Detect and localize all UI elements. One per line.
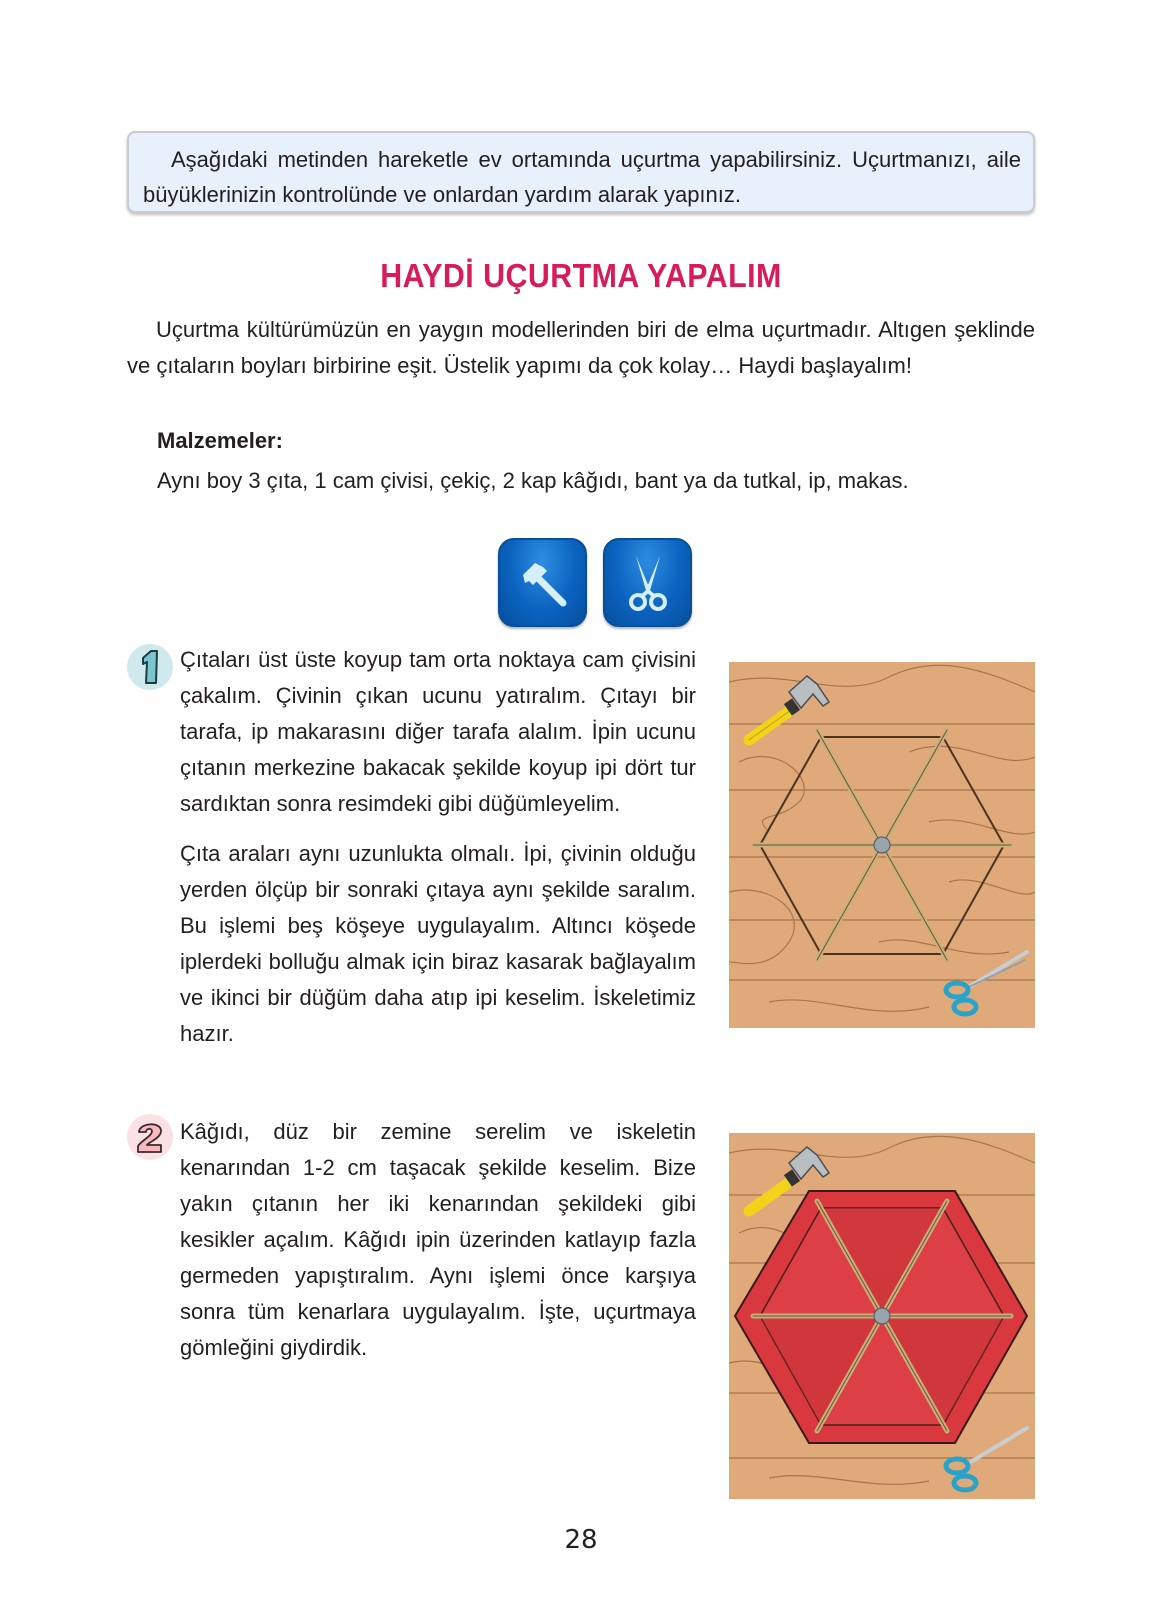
intro-instruction-box <box>127 131 1035 213</box>
hammer-icon <box>498 538 587 627</box>
number-two-icon <box>134 1120 166 1154</box>
materials-list: Aynı boy 3 çıta, 1 cam çivisi, çekiç, 2 kap kâğıdı, bant ya da tutkal, ip, makas. <box>157 468 909 493</box>
step-number-badge <box>127 1114 173 1160</box>
intro-text: Aşağıdaki metinden hareketle ev ortamında uçurtma yapabilirsiniz. Uçurtmanızı, aile büyüklerinizin kontrolünde ve onlardan yardım alarak yapınız. <box>143 147 1021 207</box>
step-1-text: Çıtaları üst üste koyup tam orta noktaya cam çivisini çakalım. Çivinin çıkan ucunu yatıralım. Çıtayı bir tarafa, ip makarasını diğer tarafa alalım. İpin ucunu çıtanın merkezine bakacak şekilde koyup ipi dört tur sardıktan sonra resimdeki gibi düğümleyelim. Çıta araları aynı uzunlukta olmalı. İpi, çivinin olduğu yerden ölçüp bir sonraki çıtaya aynı şekilde saralım. Bu işlemi beş köşeye uygulayalım. Altıncı köşede iplerdeki bolluğu almak için biraz kasarak bağlayalım ve ikinci bir düğüm daha atıp ipi keselim. İskeletimiz hazır. <box>180 647 696 1046</box>
page-title: HAYDİ UÇURTMA YAPALIM <box>380 257 782 294</box>
kite-frame-illustration <box>729 662 1035 1028</box>
step-number-badge <box>127 644 173 690</box>
scissors-icon <box>603 538 692 627</box>
page-number: 28 <box>564 1525 598 1555</box>
kite-covered-illustration <box>729 1133 1035 1499</box>
step-2-text: Kâğıdı, düz bir zemine serelim ve iskeletin kenarından 1-2 cm taşacak şekilde keselim. Bize yakın çıtanın her iki kenarından şekildeki gibi kesikler açalım. Kâğıdı ipin üzerinden katlayıp fazla germeden yapıştıralım. Aynı işlemi önce karşıya sonra tüm kenarlara uygulayalım. İşte, uçurtmaya gömleğini giydirdik. <box>180 1119 696 1360</box>
materials-label: Malzemeler: <box>157 428 283 453</box>
number-one-icon <box>135 648 165 686</box>
intro-paragraph: Uçurtma kültürümüzün en yaygın modellerinden biri de elma uçurtmadır. Altıgen şeklinde ve çıtaların boyları birbirine eşit. Üstelik yapımı da çok kolay… Haydi başlayalım! <box>127 317 1035 378</box>
tool-icons <box>498 538 692 627</box>
